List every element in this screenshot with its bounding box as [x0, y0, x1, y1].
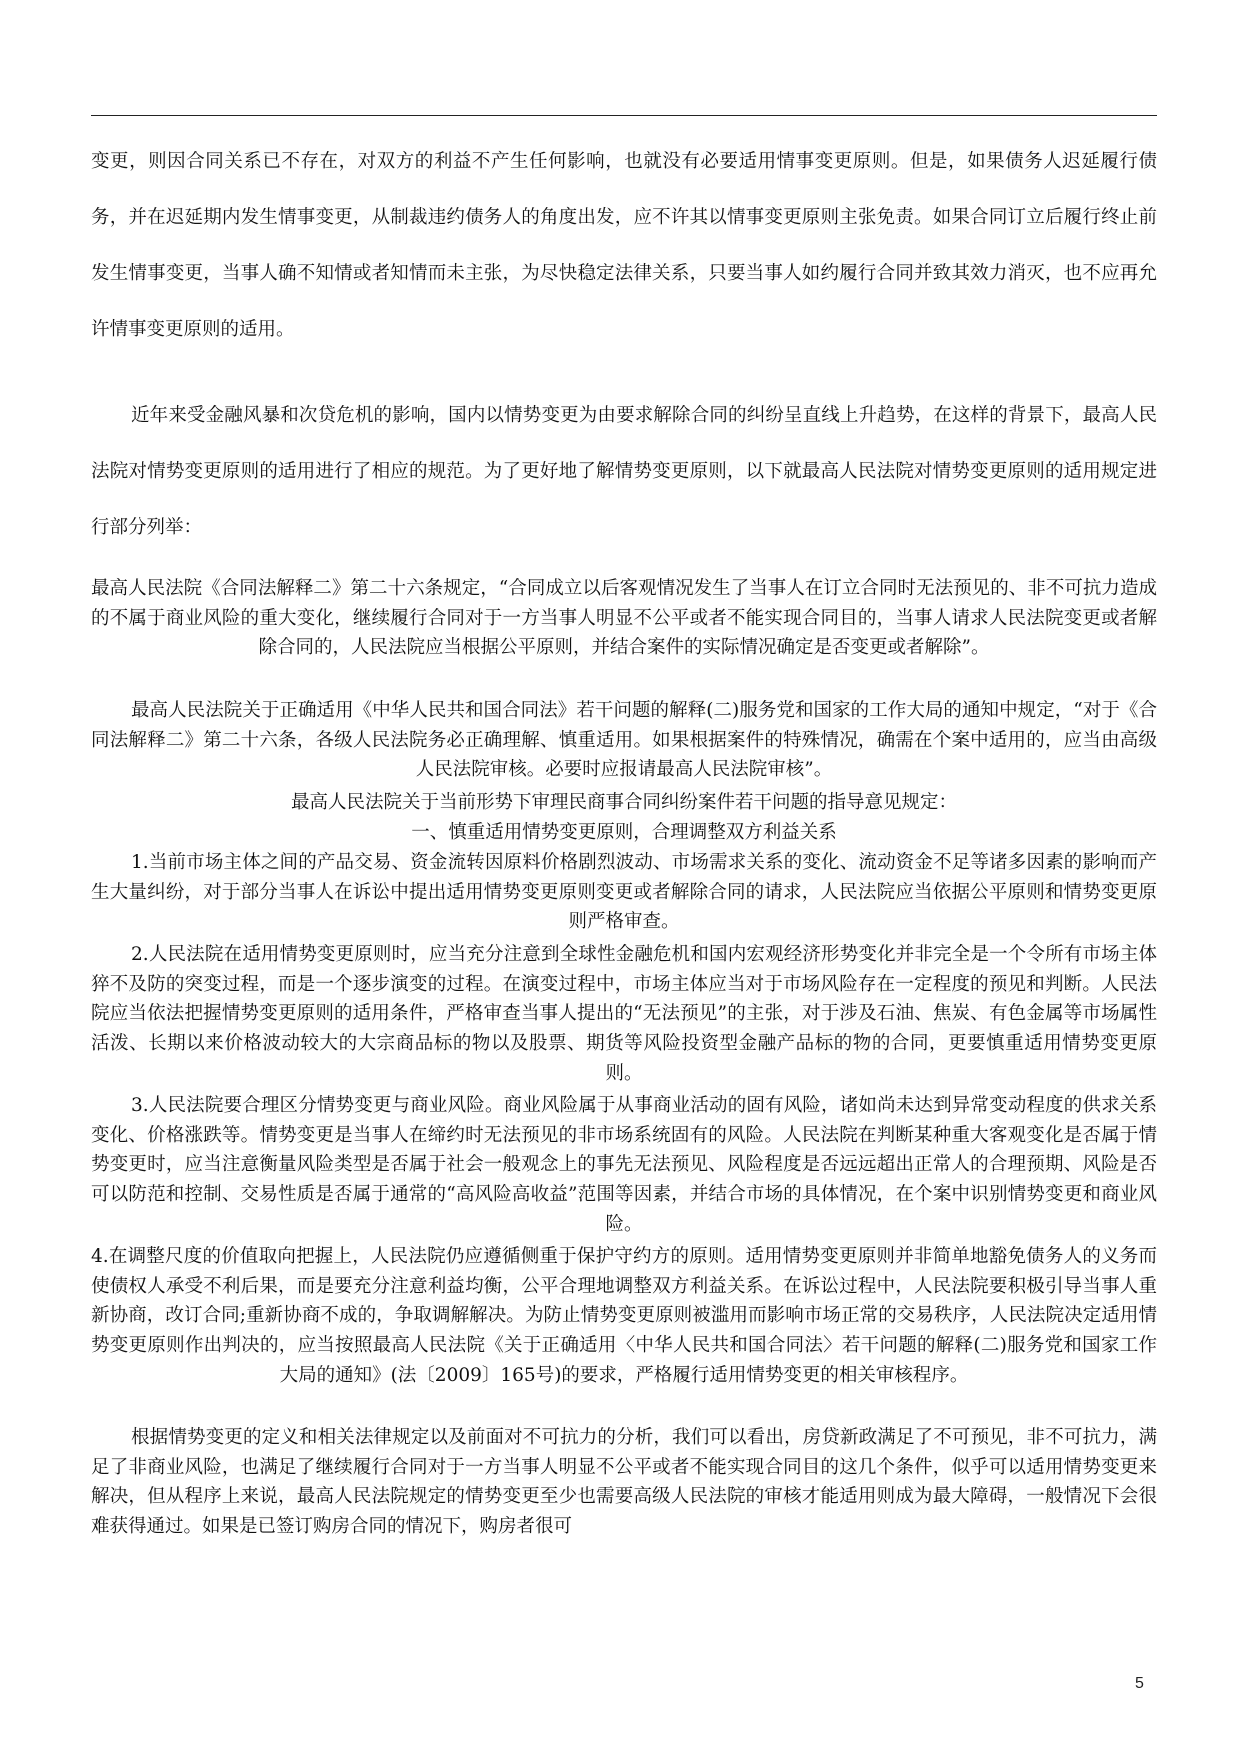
header-rule [91, 115, 1157, 116]
section-heading: 一、慎重适用情势变更原则，合理调整双方利益关系 [411, 822, 837, 843]
paragraph: 最高人民法院关于正确适用《中华人民共和国合同法》若干问题的解释(二)服务党和国家的工作大局的通知中规定，“对于《合同法解释二》第二十六条，各级人民法院务必正确理解、慎重适用。如果根据案件的特殊情况，确需在个案中适用的，应当由高级人民法院审核。必要时应报请最高人民法院审核”。 [91, 700, 1157, 781]
list-item: 4.在调整尺度的价值取向把握上，人民法院仍应遵循侧重于保护守约方的原则。适用情势变更原则并非简单地豁免债务人的义务而使债权人承受不利后果，而是要充分注意利益均衡，公平合理地调整双方利益关系。在诉讼过程中，人民法院要积极引导当事人重新协商，改订合同;重新协商不成的，争取调解解决。为防止情势变更原则被滥用而影响市场正常的交易秩序，人民法院决定适用情势变更原则作出判决的，应当按照最高人民法院《关于正确适用〈中华人民共和国合同法〉若干问题的解释(二)服务党和国家工作大局的通知》(法〔2009〕165号)的要求，严格履行适用情势变更的相关审核程序。 [91, 1246, 1157, 1386]
page-number: 5 [1135, 1675, 1144, 1692]
list-item: 2.人民法院在适用情势变更原则时，应当充分注意到全球性金融危机和国内宏观经济形势变化并非完全是一个令所有市场主体猝不及防的突变过程，而是一个逐步演变的过程。在演变过程中，市场主体应当对于市场风险存在一定程度的预见和判断。人民法院应当依法把握情势变更原则的适用条件，严格审查当事人提出的“无法预见”的主张，对于涉及石油、焦炭、有色金属等市场属性活泼、长期以来价格波动较大的大宗商品标的物以及股票、期货等风险投资型金融产品标的物的合同，更要慎重适用情势变更原则。 [91, 944, 1157, 1084]
list-item: 1.当前市场主体之间的产品交易、资金流转因原料价格剧烈波动、市场需求关系的变化、流动资金不足等诸多因素的影响而产生大量纠纷，对于部分当事人在诉讼中提出适用情势变更原则变更或者解除合同的请求，人民法院应当依据公平原则和情势变更原则严格审查。 [91, 852, 1157, 933]
paragraph: 近年来受金融风暴和次贷危机的影响，国内以情势变更为由要求解除合同的纠纷呈直线上升趋势，在这样的背景下，最高人民法院对情势变更原则的适用进行了相应的规范。为了更好地了解情势变更原则，以下就最高人民法院对情势变更原则的适用规定进行部分列举： [91, 405, 1157, 538]
list-item: 3.人民法院要合理区分情势变更与商业风险。商业风险属于从事商业活动的固有风险，诸如尚未达到异常变动程度的供求关系变化、价格涨跌等。情势变更是当事人在缔约时无法预见的非市场系统固有的风险。人民法院在判断某种重大客观变化是否属于情势变更时，应当注意衡量风险类型是否属于社会一般观念上的事先无法预见、风险程度是否远远超出正常人的合理预期、风险是否可以防范和控制、交易性质是否属于通常的“高风险高收益”范围等因素，并结合市场的具体情况，在个案中识别情势变更和商业风险。 [91, 1095, 1157, 1235]
paragraph: 变更，则因合同关系已不存在，对双方的利益不产生任何影响，也就没有必要适用情事变更原则。但是，如果债务人迟延履行债务，并在迟延期内发生情事变更，从制裁违约债务人的角度出发，应不许其以情事变更原则主张免责。如果合同订立后履行终止前发生情事变更，当事人确不知情或者知情而未主张，为尽快稳定法律关系，只要当事人如约履行合同并致其效力消灭，也不应再允许情事变更原则的适用。 [91, 151, 1157, 340]
paragraph: 最高人民法院《合同法解释二》第二十六条规定，“合同成立以后客观情况发生了当事人在订立合同时无法预见的、非不可抗力造成的不属于商业风险的重大变化，继续履行合同对于一方当事人明显不公平或者不能实现合同目的，当事人请求人民法院变更或者解除合同的，人民法院应当根据公平原则，并结合案件的实际情况确定是否变更或者解除”。 [91, 578, 1157, 659]
paragraph-heading: 最高人民法院关于当前形势下审理民商事合同纠纷案件若干问题的指导意见规定： [290, 792, 957, 813]
paragraph: 根据情势变更的定义和相关法律规定以及前面对不可抗力的分析，我们可以看出，房贷新政满足了不可预见，非不可抗力，满足了非商业风险，也满足了继续履行合同对于一方当事人明显不公平或者不能实现合同目的这几个条件，似乎可以适用情势变更来解决，但从程序上来说，最高人民法院规定的情势变更至少也需要高级人民法院的审核才能适用则成为最大障碍，一般情况下会很难获得通过。如果是已签订购房合同的情况下，购房者很可 [91, 1427, 1157, 1538]
